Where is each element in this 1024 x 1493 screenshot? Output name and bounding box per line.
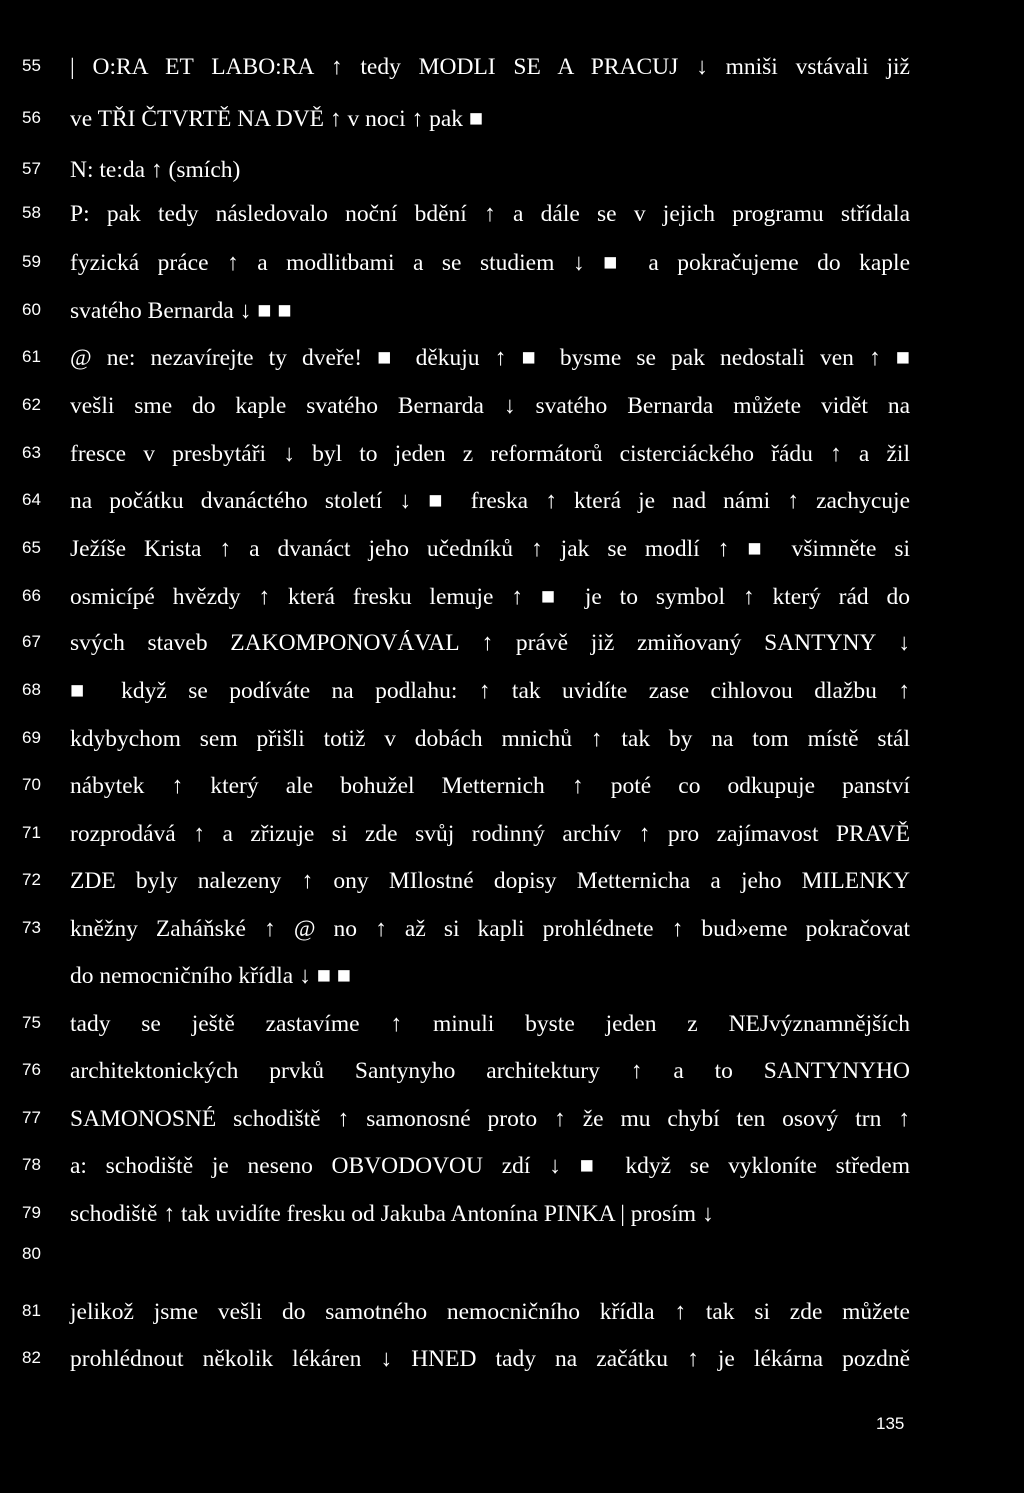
transcript-line bbox=[0, 1009, 1024, 1049]
line-number: 76 bbox=[22, 1060, 41, 1079]
transcript-line bbox=[0, 628, 1024, 668]
transcript-line bbox=[0, 1297, 1024, 1337]
transcript-line bbox=[0, 199, 1024, 239]
transcript-line bbox=[0, 1199, 1024, 1239]
line-text: N: te:da ↑ (smích) bbox=[70, 157, 241, 183]
transcript-line bbox=[0, 391, 1024, 431]
transcript-line bbox=[0, 486, 1024, 526]
transcript-line bbox=[0, 52, 1024, 92]
line-text: fyzická práce ↑ a modlitbami a se studiem ↓ ■ a pokračujeme do kaple bbox=[70, 250, 910, 276]
line-text: osmicípé hvězdy ↑ která fresku lemuje ↑ ■ je to symbol ↑ který rád do bbox=[70, 584, 910, 610]
line-number: 57 bbox=[22, 159, 41, 178]
line-text: schodiště ↑ tak uvidíte fresku od Jakuba Antonína PINKA | prosím ↓ bbox=[70, 1201, 714, 1227]
line-text: ZDE byly nalezeny ↑ ony MIlostné dopisy Metternicha a jeho MILENKY bbox=[70, 868, 910, 894]
line-text: kdybychom sem přišli totiž v dobách mnichů ↑ tak by na tom místě stál bbox=[70, 726, 910, 752]
line-number: 55 bbox=[22, 56, 41, 75]
transcript-line bbox=[0, 1344, 1024, 1384]
transcript-line bbox=[0, 534, 1024, 574]
line-number: 59 bbox=[22, 252, 41, 271]
line-number: 71 bbox=[22, 823, 41, 842]
line-text: SAMONOSNÉ schodiště ↑ samonosné proto ↑ že mu chybí ten osový trn ↑ bbox=[70, 1106, 910, 1132]
transcript-line bbox=[0, 1151, 1024, 1191]
line-number: 78 bbox=[22, 1155, 41, 1174]
line-number: 75 bbox=[22, 1013, 41, 1032]
transcript-line bbox=[0, 724, 1024, 764]
line-text: tady se ještě zastavíme ↑ minuli byste jeden z NEJvýznamnějších bbox=[70, 1011, 910, 1037]
line-text: architektonických prvků Santynyho architektury ↑ a to SANTYNYHO bbox=[70, 1058, 910, 1084]
line-number: 56 bbox=[22, 108, 41, 127]
line-text: svých staveb ZAKOMPONOVÁVAL ↑ právě již zmiňovaný SANTYNY ↓ bbox=[70, 630, 910, 656]
line-text: ■ když se podíváte na podlahu: ↑ tak uvidíte zase cihlovou dlažbu ↑ bbox=[70, 678, 910, 704]
page-number: 135 bbox=[876, 1414, 905, 1433]
transcript-line bbox=[0, 439, 1024, 479]
line-number: 68 bbox=[22, 680, 41, 699]
transcript-line bbox=[0, 914, 1024, 954]
line-number: 79 bbox=[22, 1203, 41, 1222]
line-number: 67 bbox=[22, 632, 41, 651]
line-text: vešli sme do kaple svatého Bernarda ↓ svatého Bernarda můžete vidět na bbox=[70, 393, 910, 419]
line-text: ve TŘI ČTVRTĚ NA DVĚ ↑ v noci ↑ pak ■ bbox=[70, 106, 484, 132]
transcript-line bbox=[0, 104, 1024, 144]
transcript-line bbox=[0, 676, 1024, 716]
line-number: 63 bbox=[22, 443, 41, 462]
line-number: 58 bbox=[22, 203, 41, 222]
line-number: 60 bbox=[22, 300, 41, 319]
line-number: 65 bbox=[22, 538, 41, 557]
transcript-line bbox=[0, 866, 1024, 906]
line-number: 61 bbox=[22, 347, 41, 366]
transcript-line bbox=[0, 155, 1024, 195]
line-text: Ježíše Krista ↑ a dvanáct jeho učedníků ↑ jak se modlí ↑ ■ všimněte si bbox=[70, 536, 910, 562]
transcript-line bbox=[0, 1056, 1024, 1096]
line-text: na počátku dvanáctého století ↓ ■ freska ↑ která je nad námi ↑ zachycuje bbox=[70, 488, 910, 514]
transcript-line bbox=[0, 819, 1024, 859]
line-number: 69 bbox=[22, 728, 41, 747]
line-number: 64 bbox=[22, 490, 41, 509]
line-text: jelikož jsme vešli do samotného nemocničního křídla ↑ tak si zde můžete bbox=[70, 1299, 910, 1325]
line-text: rozprodává ↑ a zřizuje si zde svůj rodinný archív ↑ pro zajímavost PRAVĚ bbox=[70, 821, 910, 847]
line-text: fresce v presbytáři ↓ byl to jeden z reformátorů cisterciáckého řádu ↑ a žil bbox=[70, 441, 910, 467]
line-number: 82 bbox=[22, 1348, 41, 1367]
line-text: | O:RA ET LABO:RA ↑ tedy MODLI SE A PRACUJ ↓ mniši vstávali již bbox=[70, 54, 910, 80]
line-text: nábytek ↑ který ale bohužel Metternich ↑ poté co odkupuje panství bbox=[70, 773, 910, 799]
line-number: 77 bbox=[22, 1108, 41, 1127]
transcript-line bbox=[0, 582, 1024, 622]
line-number: 70 bbox=[22, 775, 41, 794]
line-number: 80 bbox=[22, 1244, 41, 1263]
line-number: 62 bbox=[22, 395, 41, 414]
line-text: P: pak tedy následovalo noční bdění ↑ a dále se v jejich programu střídala bbox=[70, 201, 910, 227]
line-text: do nemocničního křídla ↓ ■ ■ bbox=[70, 963, 351, 989]
transcript-line bbox=[0, 771, 1024, 811]
transcript-line bbox=[0, 1240, 1024, 1280]
line-text: kněžny Zaháňské ↑ @ no ↑ až si kapli prohlédnete ↑ bud»eme pokračovat bbox=[70, 916, 910, 942]
transcript-line bbox=[0, 1104, 1024, 1144]
line-number: 81 bbox=[22, 1301, 41, 1320]
line-text: a: schodiště je neseno OBVODOVOU zdí ↓ ■ když se vykloníte středem bbox=[70, 1153, 910, 1179]
transcript-line bbox=[0, 343, 1024, 383]
line-text: svatého Bernarda ↓ ■ ■ bbox=[70, 298, 292, 324]
line-text: prohlédnout několik lékáren ↓ HNED tady na začátku ↑ je lékárna pozdně bbox=[70, 1346, 910, 1372]
line-number: 73 bbox=[22, 918, 41, 937]
line-text: @ ne: nezavírejte ty dveře! ■ děkuju ↑ ■ bysme se pak nedostali ven ↑ ■ bbox=[70, 345, 910, 371]
transcript-line bbox=[0, 248, 1024, 288]
line-number: 72 bbox=[22, 870, 41, 889]
transcript-line bbox=[0, 961, 1024, 1001]
line-number: 66 bbox=[22, 586, 41, 605]
transcript-line bbox=[0, 296, 1024, 336]
